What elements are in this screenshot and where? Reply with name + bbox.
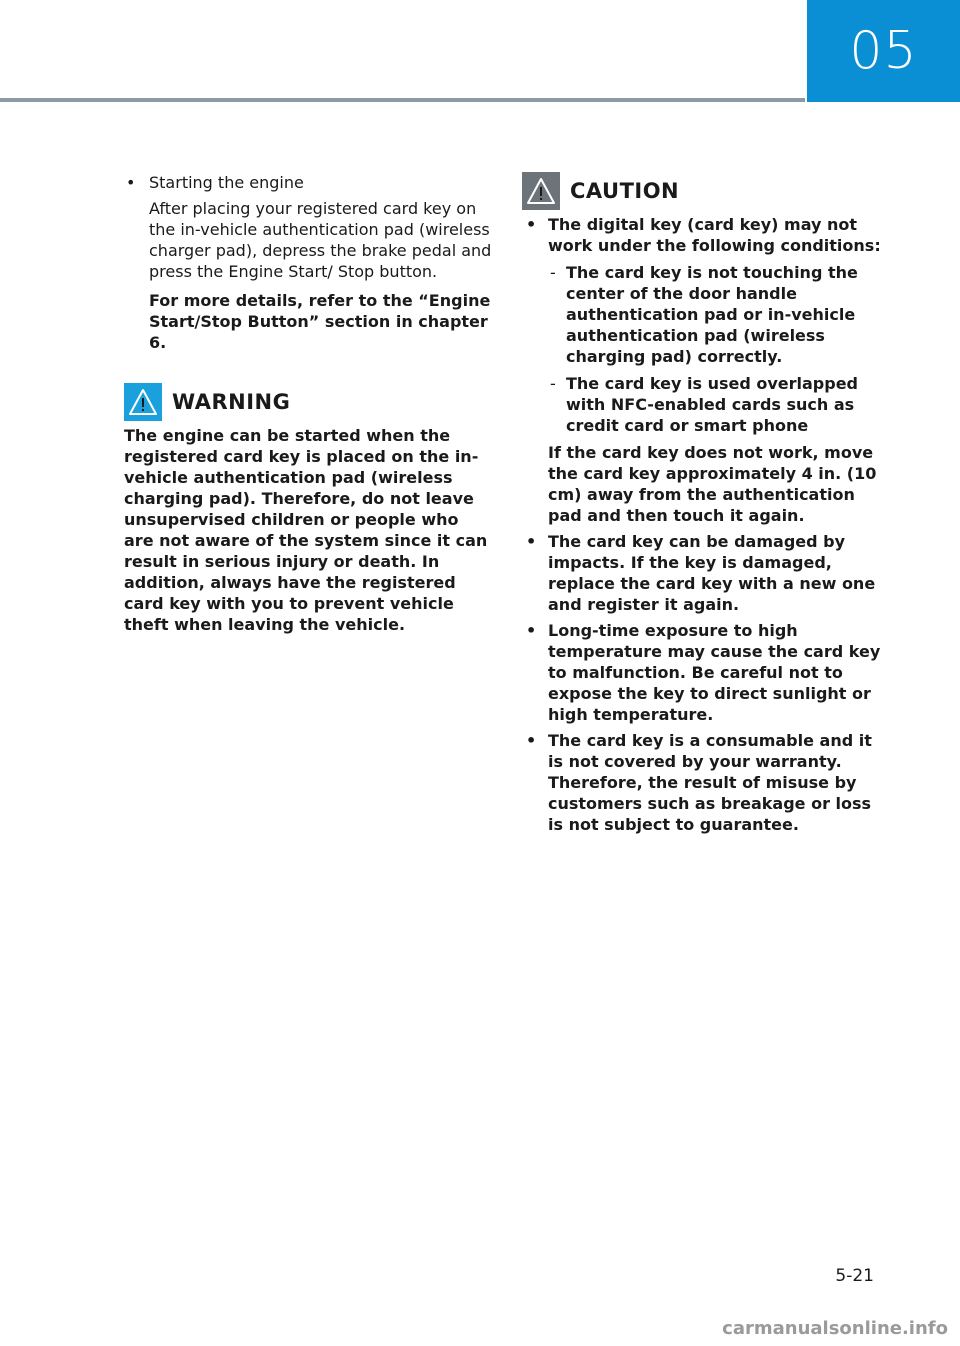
dash: -: [550, 374, 556, 393]
caution-sub-item-text: The card key is not touching the center of the door handle authentication pad or in-vehicle authentication pad (wireless charging pad) correctly.: [566, 263, 858, 366]
bullet: •: [526, 532, 537, 551]
warning-body: The engine can be started when the registered card key is placed on the in-vehicle authentication pad (wireless charging pad). Therefore, do not leave unsupervised children or people who are not aware of the system since it can result in serious injury or death. In addition, always have the registered card key with you to prevent vehicle theft when leaving the vehicle.: [124, 426, 488, 634]
intro-reference: For more details, refer to the “Engine Start/Stop Button” section in chapter 6.: [149, 291, 491, 352]
caution-note: If the card key does not work, move the card key approximately 4 in. (10 cm) away from the authentication pad and then touch it again.: [548, 443, 877, 525]
caution-sub-item: [548, 262, 888, 367]
right-column: [522, 172, 888, 840]
caution-header: [522, 172, 888, 210]
caution-item-text: Long-time exposure to high temperature may cause the card key to malfunction. Be careful not to expose the key to direct sunlight or high temperature.: [548, 621, 881, 724]
caution-label: CAUTION: [570, 179, 680, 203]
page-number: 5-21: [835, 1266, 874, 1286]
caution-triangle-icon: [522, 172, 560, 210]
warning-triangle-icon: [124, 383, 162, 421]
caution-item-text: The card key can be damaged by impacts. If the key is damaged, replace the card key with a new one and register it again.: [548, 532, 876, 614]
bullet: •: [526, 731, 537, 750]
caution-list-item: [522, 620, 888, 725]
bullet: •: [126, 173, 136, 192]
dash: -: [550, 263, 556, 282]
caution-sub-item: [548, 373, 888, 436]
caution-list-item: [522, 730, 888, 835]
warning-label: WARNING: [172, 390, 291, 414]
intro-list-item: [124, 172, 492, 353]
caution-sub-item-text: The card key is used overlapped with NFC-enabled cards such as credit card or smart phone: [566, 374, 859, 435]
caution-list-item: [522, 531, 888, 615]
bullet: •: [526, 621, 537, 640]
watermark: carmanualsonline.info: [722, 1318, 948, 1339]
bullet: •: [526, 215, 537, 234]
left-column: [124, 172, 492, 635]
intro-title: Starting the engine: [149, 173, 304, 192]
caution-item-text: The digital key (card key) may not work under the following conditions:: [548, 215, 881, 255]
intro-body: After placing your registered card key on the in-vehicle authentication pad (wireless charger pad), depress the brake pedal and press the Engine Start/ Stop button.: [149, 199, 492, 281]
caution-item-text: The card key is a consumable and it is not covered by your warranty. Therefore, the result of misuse by customers such as breakage or loss is not subject to guarantee.: [548, 731, 872, 834]
header-rule: [0, 98, 805, 102]
warning-header: [124, 383, 492, 421]
chapter-tab: 05: [807, 0, 960, 102]
caution-list-item: [522, 214, 888, 526]
warning-notice: [124, 383, 492, 635]
caution-list: [522, 214, 888, 835]
